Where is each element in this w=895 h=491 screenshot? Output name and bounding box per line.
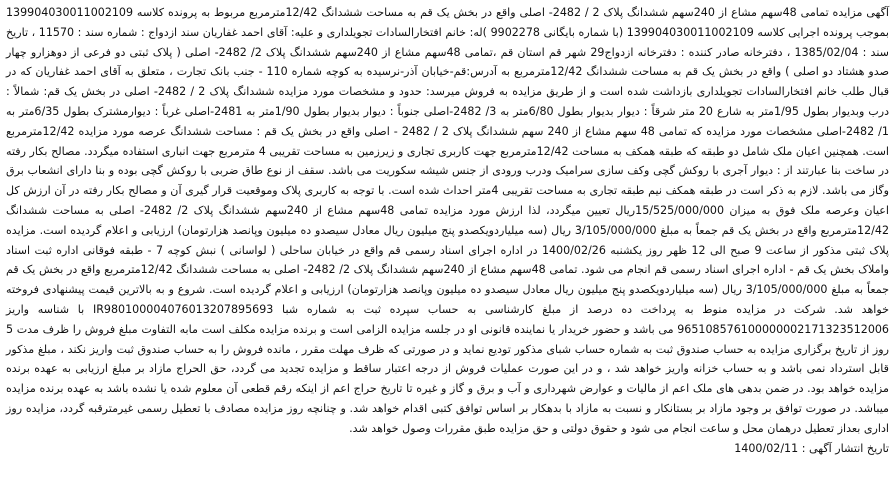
notice-body-text: آگهی مزایده تمامی 48سهم مشاع از 240سهم ششدانگ پلاک 2 / 2482- اصلی واقع در بخش یک قم به مساحت ششدانگ 12/42مترمربع مربوط به پرونده کلاسه 139904030011002109 بموجب پرونده اجرایی کلاسه 139904030011002109 (با شماره بایگانی 9902278 )له: خانم افتخارالسادات تجویلداری و علیه: آقای احمد غفاریان سند ازدواج : شماره سند : 11570 ، تاریخ سند : 1385/02/04 ، دفترخانه صادر کننده : دفترخانه ازدواج29 شهر قم استان قم ،تمامی 48سهم مشاع از 240سهم ششدانگ پلاک 2/ 2482- اصلی ( پلاک ثبتی دو فرعی از دوهزارو چهار صدو هشتاد دو اصلی ) واقع در بخش یک قم به مساحت ششدانگ 12/42مترمربع به آدرس:قم-خیابان آذر-نرسیده به کوچه شماره 110 - جنب بانک تجارت ، متعلق به آقای احمد غفاریان که در قبال طلب خانم افتخارالسادات تجویلداری بازداشت شده است و از طریق مزایده به فروش میرسد: حدود و مشخصات مورد مزایده ششدانگ پلاک 2 / 2482- اصلی در بخش یک قم: شمالاً : درب وبدیوار بطول 1/95متر به شارع 20 متر شرقاً : دیوار بدیوار بطول 6/80متر به 3/ 2482-اصلی جنوباً : دیوار بدیوار بطول 1/90متر به 2481-اصلی غرباً : دیوارمشترک بطول 6/35متر به 1/ 2482-اصلی مشخصات مورد مزایده که تمامی 48 سهم مشاع از 240 سهم ششدانگ پلاک 2 / 2482 - اصلی واقع در بخش یک قم : مساحت ششدانگ عرصه مورد مزایده 12/42مترمربع است. همچنین اعیان ملک شامل دو طبقه که طبقه همکف به مساحت 12/42مترمربع جهت کاربری تجاری و زیرزمین به مساحت تقریبی 4 مترمربع جهت انباری استفاده میگردد. مصالح بکار رفته در ساخت بنا عبارتند از : دیوار آجری با روکش گچی وکف سازی سرامیک ودرب ورودی از جنس شیشه سکوریت می باشد. سقف از نوع طاق ضربی با روکش گچی بوده و بنا دارای انشعاب برق وگاز می باشد. لازم به ذکر است در طبقه همکف نیم طبقه تجاری به مساحت تقریبی 4متر احداث شده است. با توجه به کاربری پلاک وموقعیت قرار گیری آن و مصالح بکار رفته در آن ارزش کل اعیان وعرصه ملک فوق به میزان 15/525/000/000ریال تعیین میگردد، لذا ارزش مورد مزایده تمامی 48سهم مشاع از 240سهم ششدانگ پلاک 2/ 2482- اصلی به مساحت ششدانگ 12/42مترمربع واقع در بخش یک قم جمعاً به مبلغ 3/105/000/000 ریال (سه میلیاردویکصدو پنج میلیون ریال معادل سیصدو ده میلیون وپانصد هزارتومان) ارزیابی و اعلام گردیده است. مزایده پلاک ثبتی مذکور از ساعت 9 صبح الی 12 ظهر روز یکشنبه 1400/02/26 در اداره اجرای اسناد رسمی قم واقع در خیابان ساحلی ( لواسانی ) نبش کوچه 7 - طبقه فوقانی اداره ثبت اسناد واملاک بخش یک قم - اداره اجرای اسناد رسمی قم انجام می شود. تمامی 48سهم مشاع از 240سهم ششدانگ پلاک 2/ 2482- اصلی به مساحت ششدانگ 12/42مترمربع واقع در بخش یک قم جمعاً به مبلغ 3/105/000/000 ریال (سه میلیاردویکصدو پنج میلیون ریال معادل سیصدو ده میلیون وپانصد هزارتومان) ارزیابی و اعلام گردیده است. شروع و به بالاترین قیمت پیشنهادی فروخته خواهد شد. شرکت در مزایده منوط به پرداخت ده درصد از مبلغ کارشناسی به حساب سپرده ثبت به شماره شبا IR980100004076013207895693 با شناسه واریز 965108576100000002171323512006 می باشد و حضور خریدار یا نماینده قانونی او در جلسه مزایده الزامی است و برنده مزایده مکلف است مابه التفاوت مبلغ فروش را ظرف مدت 5 روز از تاریخ برگزاری مزایده به حساب صندوق ثبت به شماره حساب شبای مذکور تودیع نماید و در صورتی که ظرف مهلت مقرر ، مانده فروش را به حساب صندوق ثبت واریز نکند ، مبلغ مذکور قابل استرداد نمی باشد و به حساب خزانه واریز خواهد شد ، و در این صورت عملیات فروش از درجه اعتبار ساقط و مزایده تجدید می گردد، حق الحراج مازاد بر مبلغ ارزیابی به عهده برنده مزایده خواهد بود. در ضمن بدهی های ملک اعم از مالیات و عوارض شهرداری و آب و برق و گاز و غیره تا تاریخ حراج اعم از اینکه رقم قطعی آن معلوم شده یا نشده باشد به عهده برنده مزایده میباشد. در صورت توافق بر وجود مازاد بر بستانکار و نسبت به مازاد با بدهکار بر اساس توافق کتبی اقدام خواهد شد. و چنانچه روز مزایده مصادف با تعطیل رسمی غیرمترقبه گردد، مزایده روز اداری بعداز تعطیل درهمان محل و ساعت انجام می شود و حقوق دولتی و حق مزایده طبق مقررات وصول خواهد شد.	[6, 6, 890, 435]
publish-date: 1400/02/11	[734, 441, 799, 455]
publish-date-label: تاریخ انتشار آگهی :	[801, 441, 889, 455]
